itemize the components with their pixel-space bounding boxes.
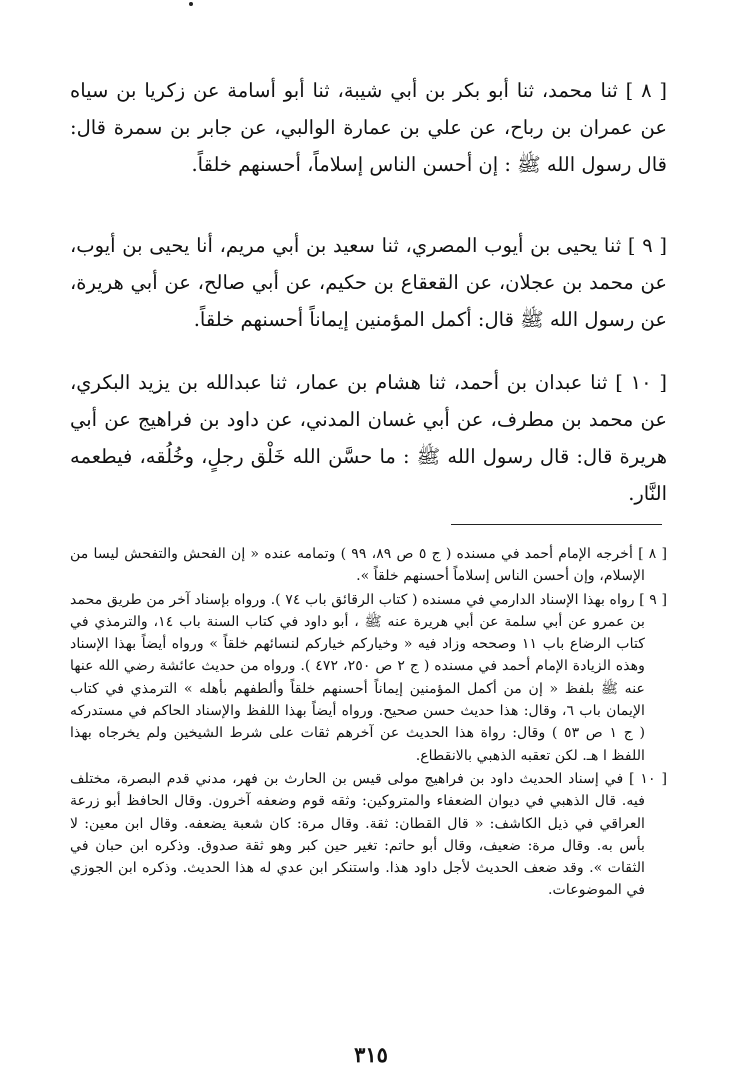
- page-number: ٣١٥: [354, 1042, 388, 1067]
- hadith-10: [70, 364, 667, 512]
- hadith-9-text: [ ٩ ] ثنا يحيى بن أيوب المصري، ثنا سعيد بن أبي مريم، أنا يحيى بن أيوب، عن محمد بن عجلان، عن القعقاع بن حكيم، عن أبي صالح، عن أبي هريرة، عن رسول الله ﷺ قال: أكمل المؤمنين إيماناً أحسنهم خلقاً.: [70, 234, 667, 331]
- hadith-8-text: [ ٨ ] ثنا محمد، ثنا أبو بكر بن أبي شيبة، ثنا أبو أسامة عن زكريا بن سياه عن عمران بن رباح، عن علي بن عمارة الوالبي، عن جابر بن سمرة قال: قال رسول الله ﷺ : إن أحسن الناس إسلاماً، أحسنهم خلقاً.: [70, 79, 668, 176]
- hadith-9: [70, 227, 667, 338]
- footnotes: [70, 543, 667, 903]
- ink-speck: [189, 2, 193, 6]
- footnote-separator: [451, 524, 662, 525]
- footnote-9: [ ٩ ] رواه بهذا الإسناد الدارمي في مسنده ( كتاب الرقائق باب ٧٤ ). ورواه بإسناد آخر من طريق محمد بن عمرو عن أبي سلمة عن أبي هريرة عنه ﷺ ، أبو داود في كتاب السنة باب ١٤، والترمذي في كتاب الرضاع باب ١١ وصححه وزاد فيه « وخياركم خياركم لنسائهم خلقاً » ورواه أيضاً بهذا الإسناد وهذه الزيادة الإمام أحمد في مسنده ( ج ٢ ص ٢٥٠، ٤٧٢ ). ورواه من حديث عائشة رضي الله عنها عنه ﷺ بلفظ « إن من أكمل المؤمنين إيماناً أحسنهم خلقاً وألطفهم بأهله » الترمذي في كتاب الإيمان باب ٦، وقال: هذا حديث حسن صحيح. ورواه أيضاً بهذا اللفظ والإسناد الحاكم في مستدركه ( ج ١ ص ٥٣ ) وقال: رواة هذا الحديث عن آخرهم ثقات على شرط الشيخين ولم يخرجاه بهذا اللفظ ا هـ. لكن تعقبه الذهبي بالانقطاع.: [70, 591, 667, 764]
- footnote-8: [ ٨ ] أخرجه الإمام أحمد في مسنده ( ج ٥ ص ٨٩، ٩٩ ) وتمامه عنده « إن الفحش والتفحش ليسا من الإسلام، وإن أحسن الناس إسلاماً أحسنهم خلقاً ».: [70, 546, 668, 585]
- footnote-10: [ ١٠ ] في إسناد الحديث داود بن فراهيج مولى قيس بن الحارث بن فهر، مدني قدم البصرة، مختلف فيه. قال الذهبي في ديوان الضعفاء والمتروكين: وثقه قوم وضعفه آخرون. وقال الحافظ أبو زرعة العراقي في ذيل الكاشف: « قال القطان: ثقة. وقال مرة: كان شعبة يضعفه. وقال ابن معين: لا بأس به. وقال مرة: ضعيف، وقال أبو حاتم: تغير حين كبر وهو ثقة صدوق. وذكره ابن حبان في الثقات ». وقد ضعف الحديث لأجل داود هذا. واستنكر ابن عدي له هذا الحديث. وذكره ابن الجوزي في الموضوعات.: [70, 770, 668, 899]
- hadith-10-text: [ ١٠ ] ثنا عبدان بن أحمد، ثنا هشام بن عمار، ثنا عبدالله بن يزيد البكري، عن محمد بن مطرف، عن أبي غسان المدني، عن داود بن فراهيج عن أبي هريرة قال: قال رسول الله ﷺ : ما حسَّن الله خَلْق رجلٍ، وخُلُقه، فيطعمه النَّار.: [70, 371, 668, 505]
- hadith-8: [70, 72, 667, 183]
